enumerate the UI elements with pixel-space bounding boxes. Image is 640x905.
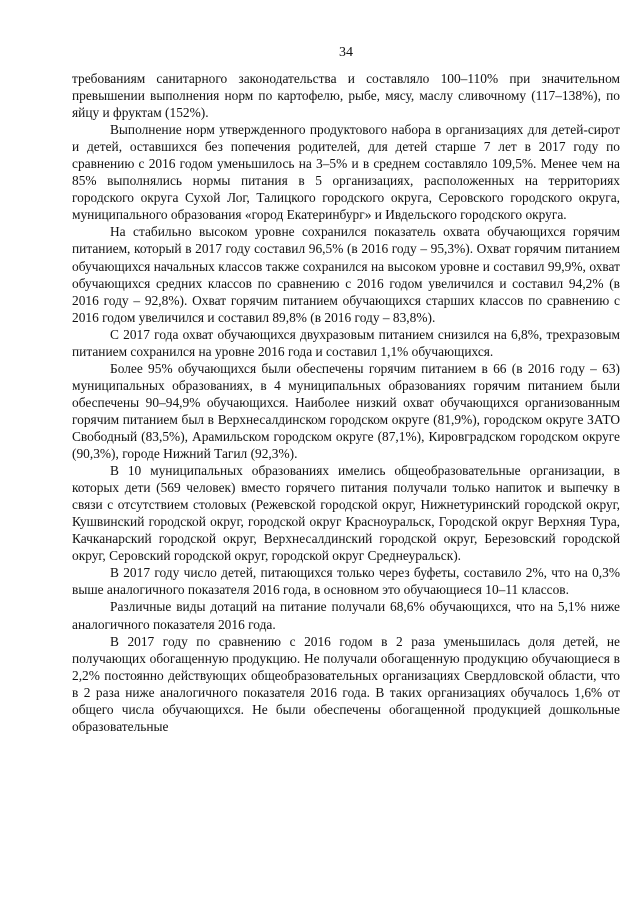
paragraph: На стабильно высоком уровне сохранился показатель охвата обучающихся горячим питанием, который в 2017 году составил 96,5% (в 2016 году – 95,3%). Охват горячим питанием обучающихся начальных классов также сохранился на высоком уровне и составил 99,9%, охват обучающихся средних классов по сравнению с 2016 годом увеличился и составил 94,2% (в 2016 году – 92,8%). Охват горячим питанием обучающихся старших классов по сравнению с 2016 годом увеличился и составил 89,8% (в 2016 году – 83,8%). bbox=[72, 224, 620, 325]
paragraph: Более 95% обучающихся были обеспечены горячим питанием в 66 (в 2016 году – 63) муниципальных образованиях, в 4 муниципальных образованиях горячим питанием были обеспечены 90–94,9% обучающихся. Наиболее низкий охват обучающихся организованным горячим питанием был в Верхнесалдинском городском округе (81,9%), городском округе ЗАТО Свободный (83,5%), Арамильском городском округе (87,1%), Кировградском городском округе (90,3%), городе Нижний Тагил (92,3%). bbox=[72, 360, 620, 462]
paragraph: С 2017 года охват обучающихся двухразовым питанием снизился на 6,8%, трехразовым питанием сохранился на уровне 2016 года и составил 1,1% обучающихся. bbox=[72, 326, 620, 359]
paragraph: В 10 муниципальных образованиях имелись общеобразовательные организации, в которых дети (569 человек) вместо горячего питания получали только напиток и выпечку в связи с отсутствием столовых (Режевской городской округ, Нижнетуринский городской округ, Кушвинский городской округ, городской округ Красноуральск, Городской округ Верхняя Тура, Качканарский городской округ, Верхнесалдинский городской округ, Березовский городской округ, Серовский городской округ, городской округ Среднеуральск). bbox=[72, 463, 620, 564]
paragraph: В 2017 году по сравнению с 2016 годом в 2 раза уменьшилась доля детей, не получающих обогащенную продукцию. Не получали обогащенную продукцию обучающиеся в 2,2% постоянно действующих общеобразовательных организациях Свердловской области, что в 2 раза ниже аналогичного показателя 2016 года. В таких организациях обучалось 1,6% от общего числа обучающихся. Не были обеспечены обогащенной продукцией дошкольные образовательные bbox=[72, 633, 620, 734]
paragraph: В 2017 году число детей, питающихся только через буфеты, составило 2%, что на 0,3% выше аналогичного показателя 2016 года, в основном это обучающиеся 10–11 классов. bbox=[72, 565, 620, 598]
body-text bbox=[72, 70, 620, 735]
page-number: 34 bbox=[339, 45, 353, 60]
paragraph: требованиям санитарного законодательства и составляло 100–110% при значительном превышении выполнения норм по картофелю, рыбе, мясу, маслу сливочному (117–138%), по яйцу и фруктам (152%). bbox=[72, 71, 620, 121]
paragraph: Выполнение норм утвержденного продуктового набора в организациях для детей-сирот и детей, оставшихся без попечения родителей, для детей старше 7 лет в 2017 году по сравнению с 2016 годом уменьшилось на 3–5% и в среднем составляло 109,5%. Менее чем на 85% выполнялись нормы питания в 5 организациях, расположенных на территориях городского округа Сухой Лог, Талицкого городского округа, Серовского городского округа, муниципального образования «город Екатеринбург» и Ивдельского городского округа. bbox=[72, 122, 620, 223]
paragraph: Различные виды дотаций на питание получали 68,6% обучающихся, что на 5,1% ниже аналогичного показателя 2016 года. bbox=[72, 599, 620, 632]
